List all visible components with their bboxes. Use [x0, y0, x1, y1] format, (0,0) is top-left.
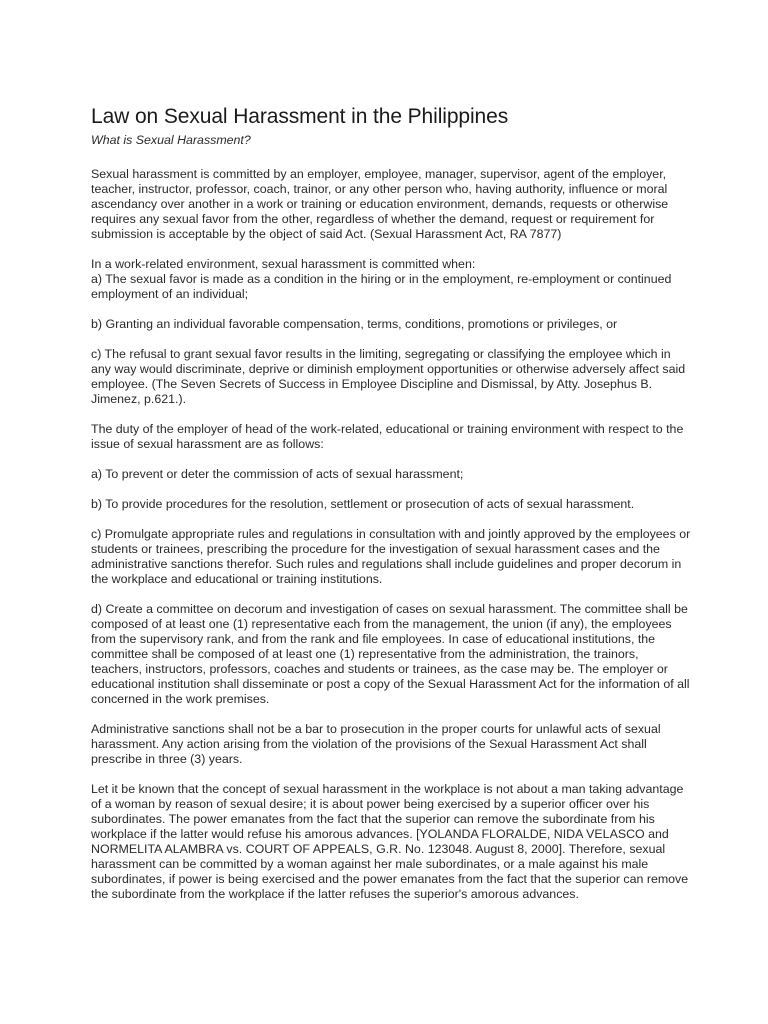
paragraph-definition: Sexual harassment is committed by an employer, employee, manager, supervisor, agent of the employer, teacher, instructor, professor, coach, trainor, or any other person who, having authority, influence or moral ascendancy over another in a work or training or education environment, demands, requests or otherwise requires any sexual favor from the other, regardless of whether the demand, request or requirement for submission is acceptable by the object of said Act. (Sexual Harassment Act, RA 7877) — [91, 167, 669, 241]
document-subtitle: What is Sexual Harassment? — [91, 133, 251, 147]
paragraph-employer-duty: The duty of the employer of head of the work-related, educational or training environment with respect to the issue of sexual harassment are as follows: — [91, 422, 684, 451]
paragraph-condition-a: a) The sexual favor is made as a condition in the hiring or in the employment, re-employment or continued employment of an individual; — [91, 272, 672, 301]
paragraph-work-related-intro: In a work-related environment, sexual harassment is committed when: — [91, 257, 476, 271]
paragraph-duty-d: d) Create a committee on decorum and investigation of cases on sexual harassment. The committee shall be composed of at least one (1) representative each from the management, the union (if any), the employees from the supervisory rank, and from the rank and file employees. In case of educational institutions, the committee shall be composed of at least one (1) representative from the administration, the trainors, teachers, instructors, professors, coaches and students or trainees, as the case may be. The employer or educational institution shall disseminate or post a copy of the Sexual Harassment Act for the information of all concerned in the work premises. — [91, 602, 690, 706]
paragraph-duty-b: b) To provide procedures for the resolution, settlement or prosecution of acts of sexual harassment. — [91, 497, 635, 511]
paragraph-sanctions: Administrative sanctions shall not be a bar to prosecution in the proper courts for unlawful acts of sexual harassment. Any action arising from the violation of the provisions of the Sexual Harassment Act shall prescribe in three (3) years. — [91, 722, 661, 766]
paragraph-concept: Let it be known that the concept of sexual harassment in the workplace is not about a man taking advantage of a woman by reason of sexual desire; it is about power being exercised by a superior officer over his subordinates. The power emanates from the fact that the superior can remove the subordinate from his workplace if the latter would refuse his amorous advances. [YOLANDA FLORALDE, NIDA VELASCO and NORMELITA ALAMBRA vs. COURT OF APPEALS, G.R. No. 123048. August 8, 2000]. Therefore, sexual harassment can be committed by a woman against her male subordinates, or a male against his male subordinates, if power is being exercised and the power emanates from the fact that the superior can remove the subordinate from the workplace if the latter refuses the superior's amorous advances. — [91, 782, 689, 901]
paragraph-condition-b: b) Granting an individual favorable compensation, terms, conditions, promotions or privileges, or — [91, 317, 618, 331]
document-title: Law on Sexual Harassment in the Philippines — [91, 105, 509, 128]
paragraph-duty-c: c) Promulgate appropriate rules and regulations in consultation with and jointly approved by the employees or students or trainees, prescribing the procedure for the investigation of sexual harassment cases and the administrative sanctions therefor. Such rules and regulations shall include guidelines and proper decorum in the workplace and educational or training institutions. — [91, 527, 691, 586]
paragraph-condition-c: c) The refusal to grant sexual favor results in the limiting, segregating or classifying the employee which in any way would discriminate, deprive or diminish employment opportunities or otherwise adversely affect said employee. (The Seven Secrets of Success in Employee Discipline and Dismissal, by Atty. Josephus B. Jimenez, p.621.). — [91, 347, 686, 406]
document-page — [91, 104, 691, 917]
paragraph-duty-a: a) To prevent or deter the commission of acts of sexual harassment; — [91, 467, 464, 481]
